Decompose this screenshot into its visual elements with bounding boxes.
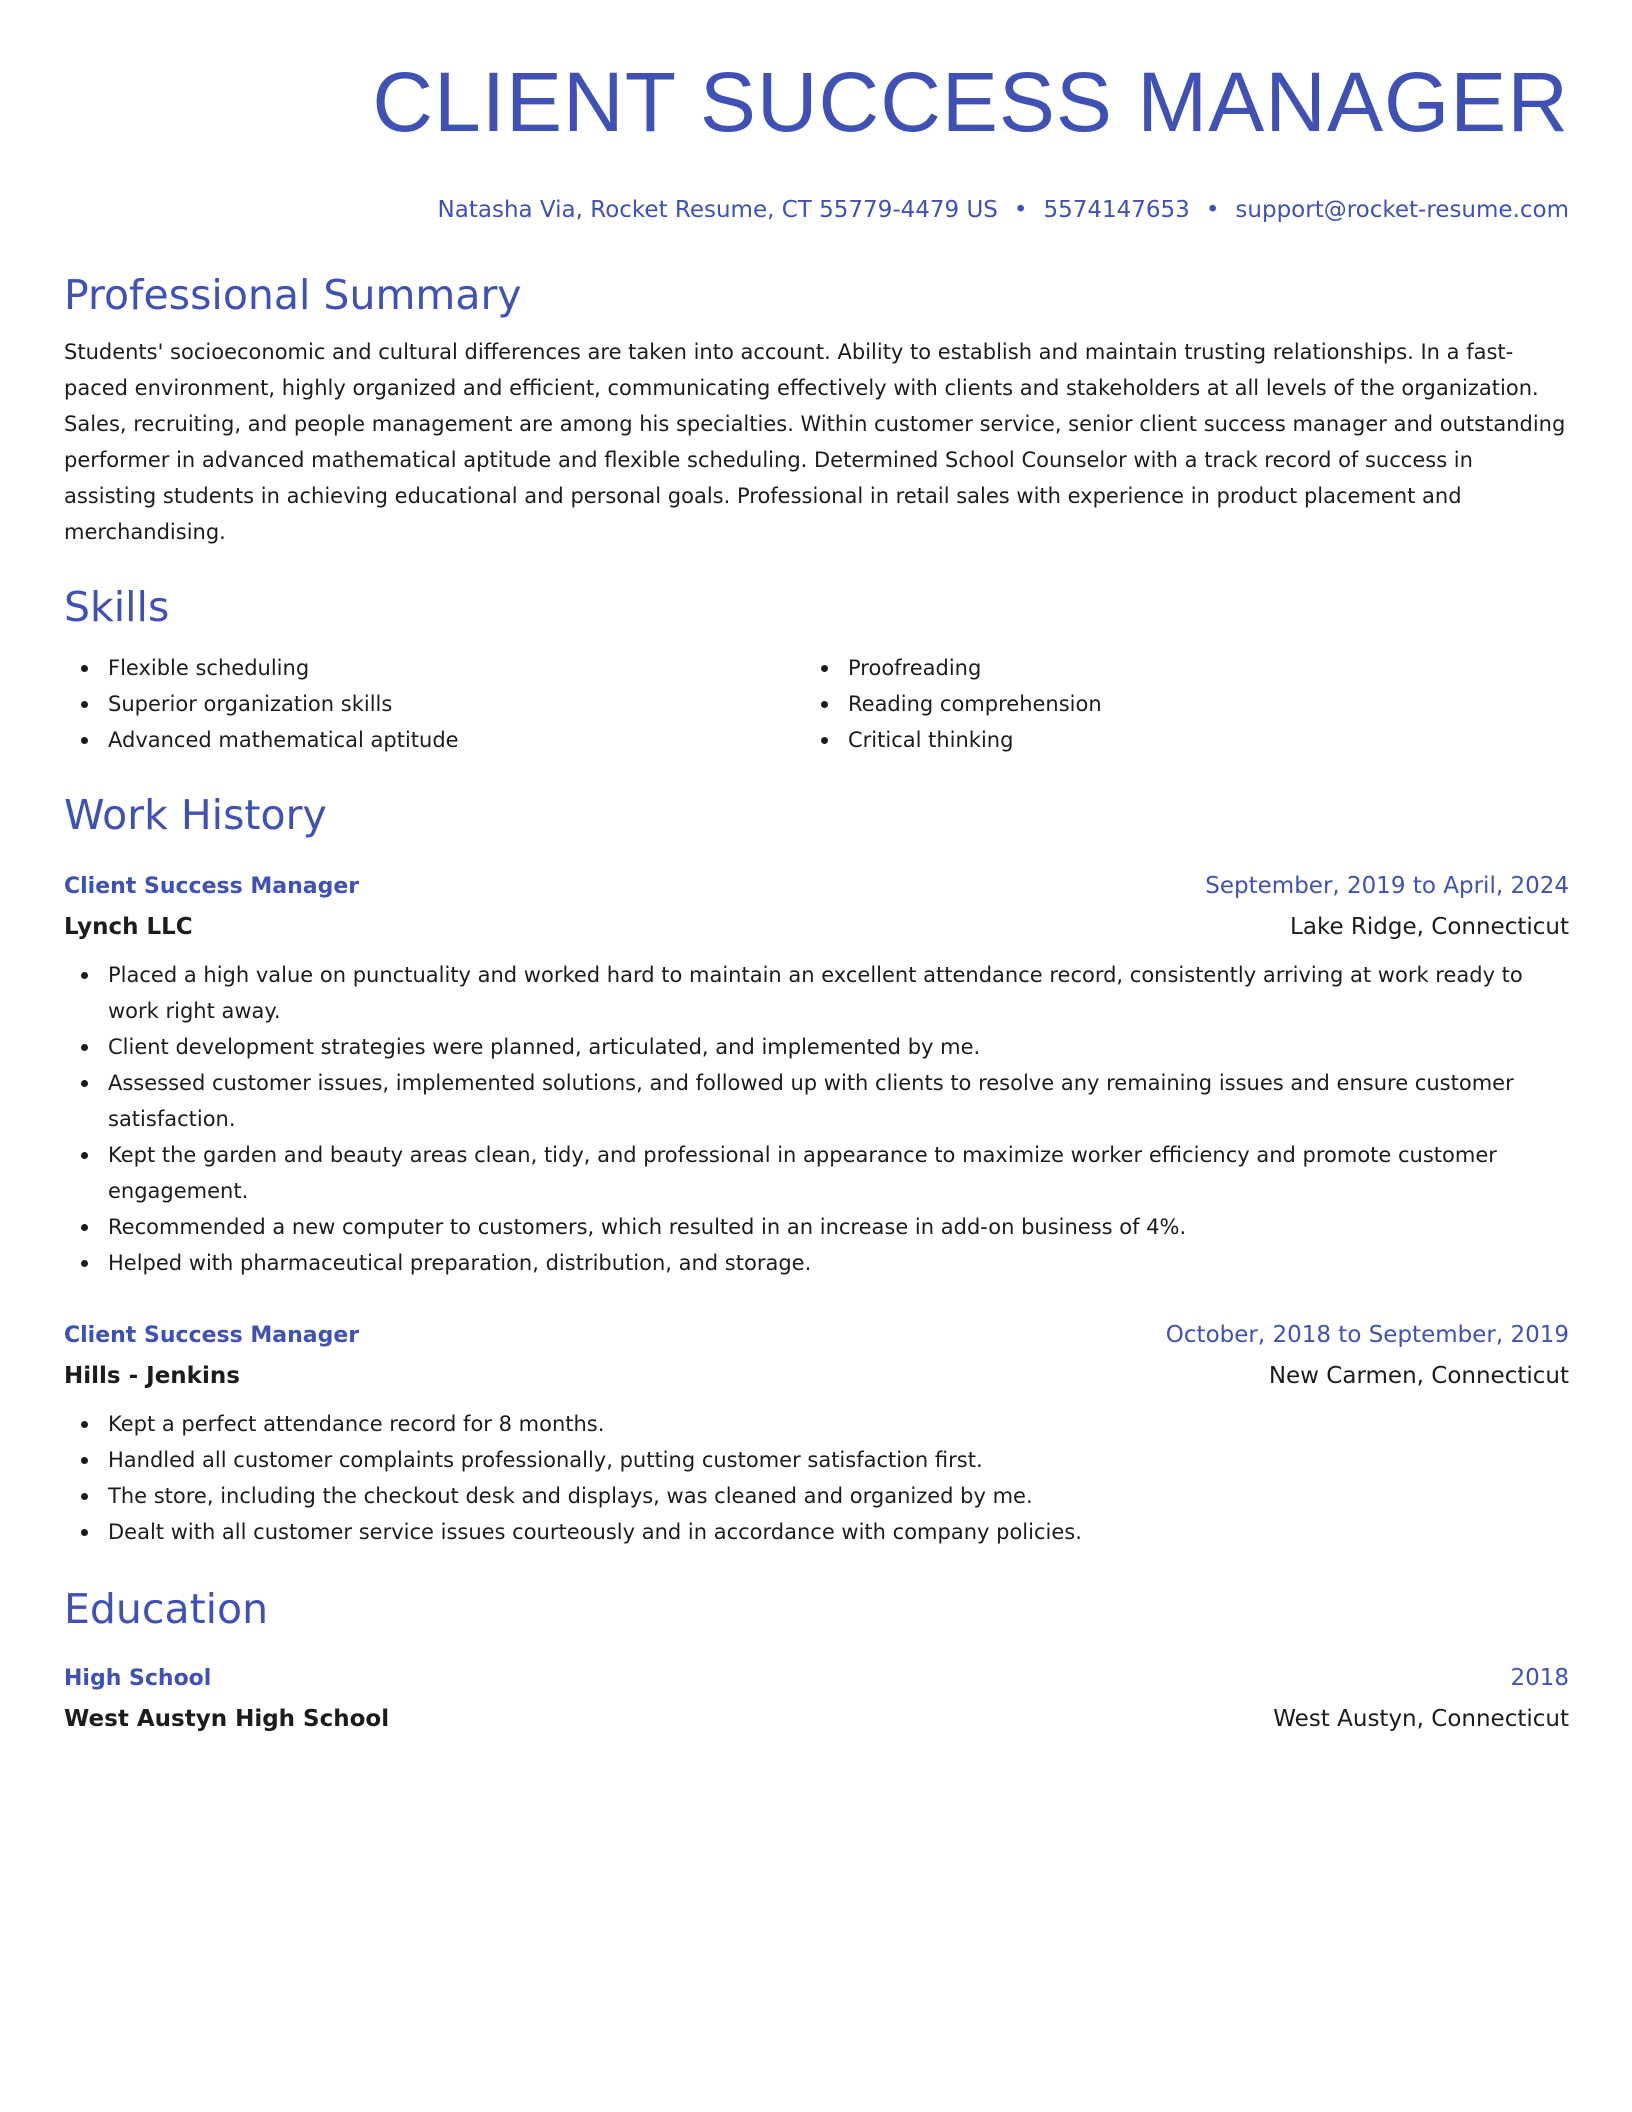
job-bullets <box>64 1406 1569 1550</box>
job-company-row <box>64 907 1569 947</box>
job-company: Lynch LLC <box>64 914 193 940</box>
job-bullet: Kept a perfect attendance record for 8 months. <box>64 1406 1569 1442</box>
skills-column-right <box>804 650 1544 758</box>
job-bullets <box>64 957 1569 1281</box>
job-bullet: Recommended a new computer to customers, which resulted in an increase in add-on business of 4%. <box>64 1209 1569 1245</box>
skill-item: Superior organization skills <box>64 686 804 722</box>
job-entry <box>64 1315 1569 1550</box>
education-entry <box>64 1658 1569 1739</box>
skill-item: Flexible scheduling <box>64 650 804 686</box>
resume-title: CLIENT SUCCESS MANAGER <box>372 55 1569 149</box>
job-bullet: Dealt with all customer service issues courteously and in accordance with company policies. <box>64 1514 1569 1550</box>
job-location: New Carmen, Connecticut <box>1268 1363 1569 1389</box>
contact-line <box>64 194 1569 226</box>
job-bullet: Kept the garden and beauty areas clean, tidy, and professional in appearance to maximize worker efficiency and promote customer engagement. <box>64 1137 1569 1209</box>
contact-separator: • <box>1205 197 1220 223</box>
education-degree-row <box>64 1658 1569 1699</box>
job-location: Lake Ridge, Connecticut <box>1290 914 1569 940</box>
summary-heading: Professional Summary <box>64 271 522 319</box>
skill-item: Proofreading <box>804 650 1544 686</box>
job-bullet: Assessed customer issues, implemented solutions, and followed up with clients to resolve any remaining issues and ensure customer satisfaction. <box>64 1065 1569 1137</box>
education-heading: Education <box>64 1585 269 1633</box>
summary-text: Students' socioeconomic and cultural differences are taken into account. Ability to establish and maintain trusting relationships. In a fast-paced environment, highly organized and efficient, communicating effectively with clients and stakeholders at all levels of the organization. Sales, recruiting, and people management are among his specialties. Within customer service, senior client success manager and outstanding performer in advanced mathematical aptitude and flexible scheduling. Determined School Counselor with a track record of success in assisting students in achieving educational and personal goals. Professional in retail sales with experience in product placement and merchandising. <box>64 340 1566 544</box>
skills-heading: Skills <box>64 583 170 631</box>
contact-address: Natasha Via, Rocket Resume, CT 55779-4479 US <box>437 197 998 223</box>
skill-item: Advanced mathematical aptitude <box>64 722 804 758</box>
job-dates: September, 2019 to April, 2024 <box>1205 873 1569 899</box>
skills-column-left <box>64 650 804 758</box>
education-year: 2018 <box>1510 1665 1569 1691</box>
contact-email: support@rocket-resume.com <box>1235 197 1569 223</box>
job-bullet: Placed a high value on punctuality and worked hard to maintain an excellent attendance record, consistently arriving at work ready to work right away. <box>64 957 1569 1029</box>
education-location: West Austyn, Connecticut <box>1273 1706 1569 1732</box>
job-title: Client Success Manager <box>64 874 360 899</box>
job-bullet: Handled all customer complaints professionally, putting customer satisfaction first. <box>64 1442 1569 1478</box>
job-company-row <box>64 1356 1569 1396</box>
job-company: Hills - Jenkins <box>64 1363 240 1389</box>
education-school-row <box>64 1699 1569 1739</box>
skill-item: Reading comprehension <box>804 686 1544 722</box>
job-dates: October, 2018 to September, 2019 <box>1165 1322 1569 1348</box>
job-title: Client Success Manager <box>64 1323 360 1348</box>
work-history-heading: Work History <box>64 791 327 839</box>
skill-item: Critical thinking <box>804 722 1544 758</box>
job-bullet: The store, including the checkout desk and displays, was cleaned and organized by me. <box>64 1478 1569 1514</box>
contact-separator: • <box>1013 197 1028 223</box>
education-school: West Austyn High School <box>64 1706 390 1732</box>
job-header-row <box>64 1315 1569 1356</box>
skills-grid <box>64 650 1569 758</box>
job-bullet: Client development strategies were planned, articulated, and implemented by me. <box>64 1029 1569 1065</box>
job-entry <box>64 866 1569 1281</box>
job-header-row <box>64 866 1569 907</box>
contact-phone: 5574147653 <box>1043 197 1190 223</box>
education-degree: High School <box>64 1666 212 1691</box>
job-bullet: Helped with pharmaceutical preparation, distribution, and storage. <box>64 1245 1569 1281</box>
